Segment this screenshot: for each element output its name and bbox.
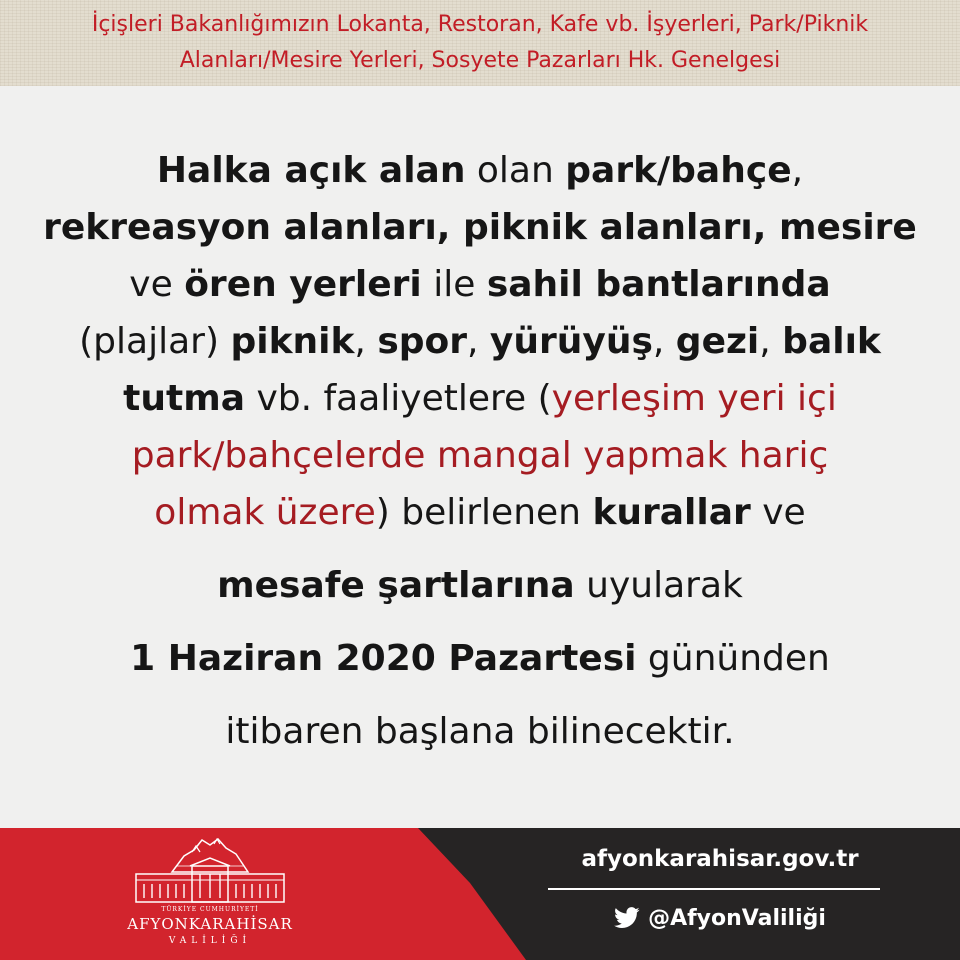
footer-divider (548, 888, 880, 890)
announcement-line-9: 1 Haziran 2020 Pazartesi gününden (130, 638, 830, 679)
twitter-bird-icon (614, 907, 640, 929)
circular-title (20, 7, 940, 79)
announcement-line-10: itibaren başlana bilinecektir. (225, 711, 735, 752)
twitter-account (560, 900, 880, 936)
castle-governorship-icon (132, 836, 288, 906)
footer-bar (0, 828, 960, 960)
logo-bottom-text: VALİLİĞİ (168, 936, 252, 946)
announcement-line-8: mesafe şartlarına uyularak (217, 565, 743, 606)
announcement-line-2: rekreasyon alanları, piknik alanları, mesire (43, 207, 917, 248)
website-url: afyonkarahisar.gov.tr (581, 846, 859, 872)
announcement-line-5: tutma vb. faaliyetlere (yerleşim yeri içi (123, 378, 837, 419)
announcement-line-3: ve ören yerleri ile sahil bantlarında (129, 264, 831, 305)
announcement-panel (0, 86, 960, 828)
announcement-text (0, 142, 960, 760)
header-banner (0, 0, 960, 86)
circular-title-line-1: İçişleri Bakanlığımızın Lokanta, Restoran, Kafe vb. İşyerleri, Park/Piknik (91, 12, 869, 37)
announcement-line-6: park/bahçelerde mangal yapmak hariç (131, 435, 829, 476)
logo-name: AFYONKARAHİSAR (127, 915, 293, 933)
announcement-line-7: olmak üzere) belirlenen kurallar ve (154, 492, 806, 533)
circular-title-line-2: Alanları/Mesire Yerleri, Sosyete Pazarları Hk. Genelgesi (179, 48, 781, 73)
announcement-line-1: Halka açık alan olan park/bahçe, (156, 150, 804, 191)
twitter-handle[interactable]: @AfyonValiliği (648, 905, 826, 931)
logo-top-text: TÜRKİYE CUMHURİYETİ (161, 906, 259, 913)
announcement-line-4: (plajlar) piknik, spor, yürüyüş, gezi, balık (79, 321, 881, 362)
governorship-logo (120, 836, 300, 960)
